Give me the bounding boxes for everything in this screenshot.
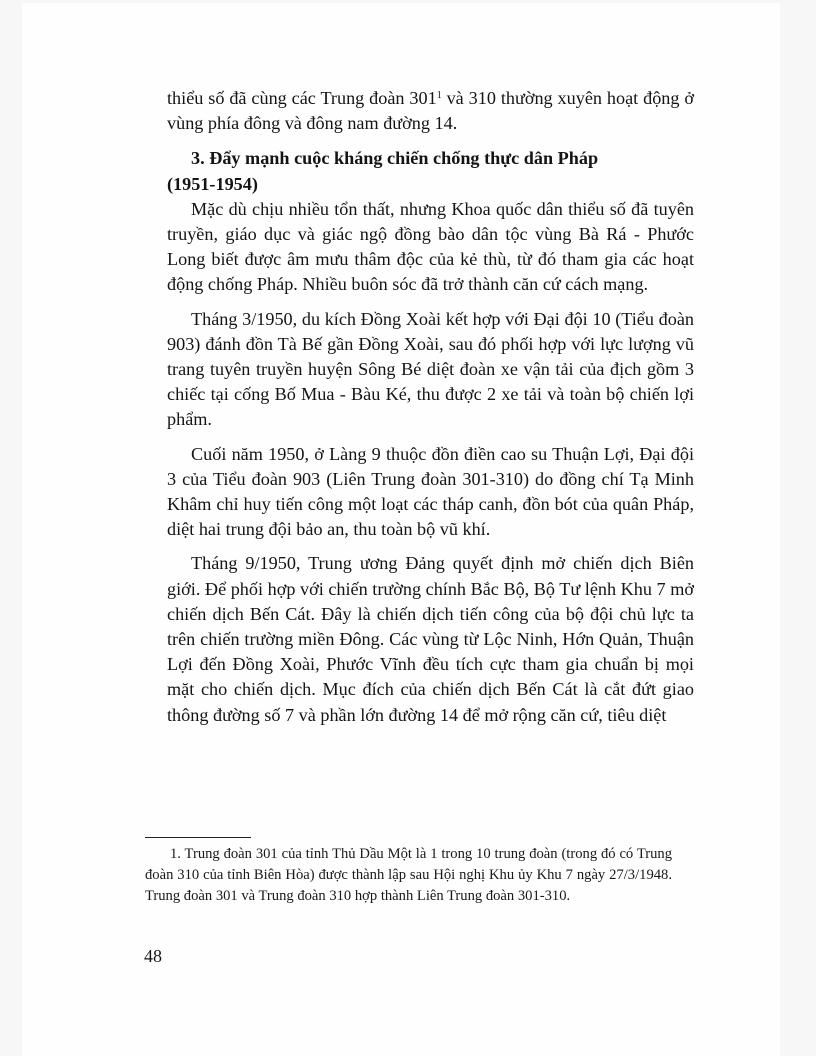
section-heading-years [167,172,694,197]
paragraph: Tháng 3/1950, du kích Đồng Xoài kết hợp với Đại đội 10 (Tiểu đoàn 903) đánh đồn Tà Bế gần Đồng Xoài, sau đó phối hợp với lực lượng vũ trang tuyên truyền huyện Sông Bé diệt đoàn xe vận tải của địch gồm 3 chiếc tại cống Bố Mua - Bàu Ké, thu được 2 xe tải và toàn bộ chiến lợi phẩm. [167,308,694,430]
footnote: 1. Trung đoàn 301 của tỉnh Thủ Dầu Một là 1 trong 10 trung đoàn (trong đó có Trung đoàn 310 của tỉnh Biên Hòa) được thành lập sau Hội nghị Khu ủy Khu 7 ngày 27/3/1948. Trung đoàn 301 và Trung đoàn 310 hợp thành Liên Trung đoàn 301-310. [145,846,672,904]
paragraph-text: thiểu số đã cùng các Trung đoàn 301 [167,88,437,108]
paragraph: Mặc dù chịu nhiều tổn thất, nhưng Khoa quốc dân thiểu số đã tuyên truyền, giáo dục và giác ngộ đồng bào dân tộc vùng Bà Rá - Phước Long biết được âm mưu thâm độc của kẻ thù, từ đó tham gia các hoạt động chống Pháp. Nhiều buôn sóc đã trở thành căn cứ cách mạng. [167,198,694,295]
page-number: 48 [144,946,162,966]
paragraph-continuation [167,86,694,136]
footnote-reference[interactable]: 1 [436,90,442,101]
main-text-column [167,86,694,728]
section-heading-line1: 3. Đẩy mạnh cuộc kháng chiến chống thực dân Pháp [191,148,599,169]
paragraph: Tháng 9/1950, Trung ương Đảng quyết định mở chiến dịch Biên giới. Để phối hợp với chiến trường chính Bắc Bộ, Bộ Tư lệnh Khu 7 mở chiến dịch Bến Cát. Đây là chiến dịch tiến công của bộ đội chủ lực ta trên chiến trường miền Đông. Các vùng từ Lộc Ninh, Hớn Quản, Thuận Lợi đến Đồng Xoài, Phước Vĩnh đều tích cực tham gia chuẩn bị mọi mặt cho chiến dịch. Mục đích của chiến dịch Bến Cát là cắt đứt giao thông đường số 7 và phần lớn đường 14 để mở rộng căn cứ, tiêu diệt [167,553,694,725]
section-heading [167,146,694,171]
footnote-separator [145,837,251,838]
paragraph: Cuối năm 1950, ở Làng 9 thuộc đồn điền cao su Thuận Lợi, Đại đội 3 của Tiểu đoàn 903 (Liên Trung đoàn 301-310) do đồng chí Tạ Minh Khâm chỉ huy tiến công một loạt các tháp canh, đồn bót của quân Pháp, diệt hai trung đội bảo an, thu toàn bộ vũ khí. [167,443,694,540]
paragraph-text: và 310 thường xuyên hoạt động ở vùng phía đông và đông nam đường 14. [167,88,694,134]
section-heading-line2: (1951-1954) [167,173,258,194]
